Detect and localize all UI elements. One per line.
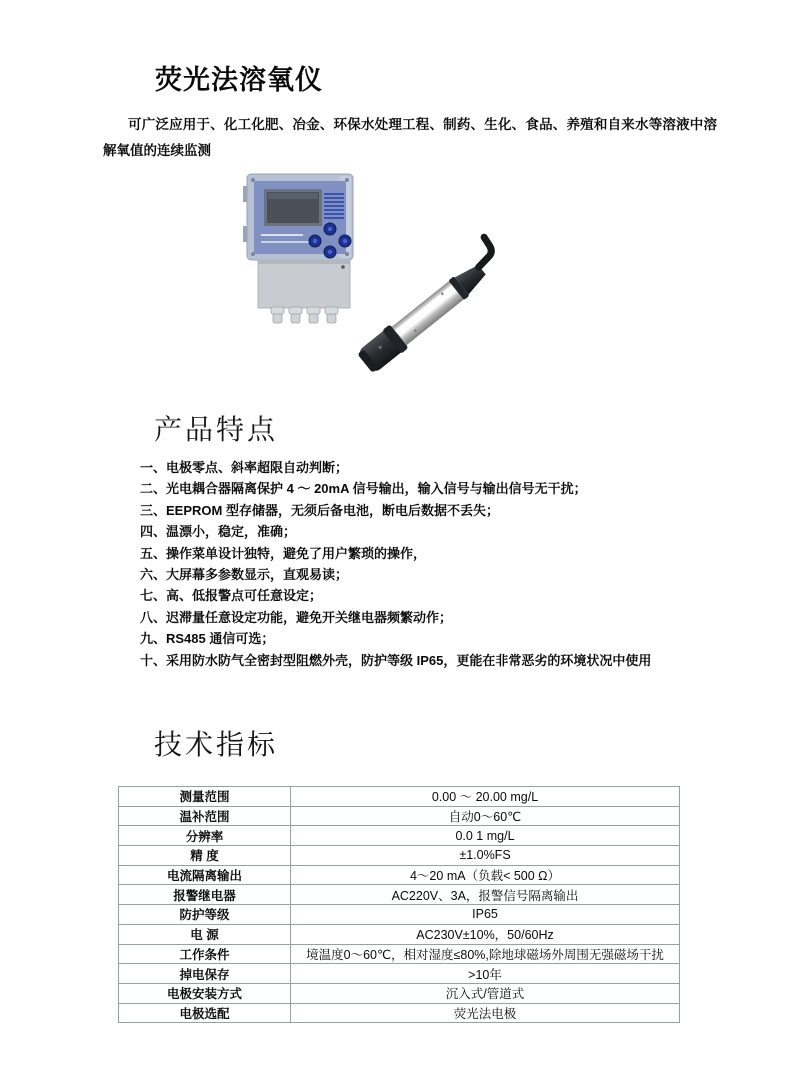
spec-label: 电 源 — [119, 924, 291, 944]
feature-item: 八、迟滞量任意设定功能，避免开关继电器频繁动作； — [140, 609, 453, 625]
spec-value: >10年 — [291, 964, 680, 984]
spec-label: 分辨率 — [119, 826, 291, 846]
feature-item: 一、电极零点、斜率超限自动判断； — [140, 460, 349, 475]
spec-row — [119, 787, 680, 807]
spec-label: 电极安装方式 — [119, 983, 291, 1003]
spec-value: 4～20 mA（负载< 500 Ω） — [291, 865, 680, 885]
spec-label: 测量范围 — [119, 787, 291, 807]
spec-label: 报警继电器 — [119, 885, 291, 905]
features-list — [140, 457, 740, 671]
spec-row — [119, 846, 680, 866]
feature-item: 五、操作菜单设计独特，避免了用户繁琐的操作， — [140, 545, 427, 561]
feature-item: 十、采用防水防气全密封型阻燃外壳，防护等级 IP65，更能在非常恶劣的环境状况中使用 — [140, 652, 652, 668]
product-photo — [235, 168, 545, 380]
spec-label: 电极选配 — [119, 1003, 291, 1023]
feature-item: 七、高、低报警点可任意设定； — [140, 588, 323, 604]
spec-value: ±1.0%FS — [291, 846, 680, 866]
spec-label: 防护等级 — [119, 905, 291, 925]
page-title: 荧光法溶氧仪 — [155, 65, 323, 95]
spec-label: 电流隔离输出 — [119, 865, 291, 885]
feature-item: 六、大屏幕多参数显示，直观易读； — [140, 567, 349, 583]
spec-row — [119, 865, 680, 885]
spec-value: 0.00 ～ 20.00 mg/L — [291, 787, 680, 807]
specs-heading: 技术指标 — [154, 729, 279, 760]
spec-label: 掉电保存 — [119, 964, 291, 984]
cable-glands — [271, 307, 338, 323]
spec-label: 温补范围 — [119, 806, 291, 826]
sensor-probe — [350, 237, 509, 375]
spec-value: 沉入式/管道式 — [291, 983, 680, 1003]
intro-paragraph: 可广泛应用于、化工化肥、冶金、环保水处理工程、制药、生化、食品、养殖和自来水等溶液中溶解氧值的连续监测 — [103, 117, 717, 158]
spec-value: 境温度0～60℃，相对湿度≤80%,除地球磁场外周围无强磁场干扰 — [291, 944, 680, 964]
spec-row — [119, 806, 680, 826]
spec-row — [119, 983, 680, 1003]
spec-row — [119, 944, 680, 964]
spec-value: 自动0～60℃ — [291, 806, 680, 826]
spec-label: 工作条件 — [119, 944, 291, 964]
spec-row — [119, 1003, 680, 1023]
spec-value: AC230V±10%，50/60Hz — [291, 924, 680, 944]
spec-row — [119, 924, 680, 944]
spec-value: IP65 — [291, 905, 680, 925]
product-photo-graphic — [235, 168, 545, 380]
spec-value: 0.0 1 mg/L — [291, 826, 680, 846]
spec-table — [118, 786, 680, 1023]
spec-row — [119, 885, 680, 905]
spec-value: AC220V、3A，报警信号隔离输出 — [291, 885, 680, 905]
spec-row — [119, 964, 680, 984]
controller-device — [243, 174, 353, 323]
feature-item: 二、光电耦合器隔离保护 4 ～ 20mA 信号输出，输入信号与输出信号无干扰； — [140, 481, 587, 497]
feature-item: 三、EEPROM 型存储器，无须后备电池，断电后数据不丢失； — [140, 502, 499, 518]
spec-label: 精 度 — [119, 846, 291, 866]
feature-item: 九、RS485 通信可选； — [140, 631, 275, 647]
spec-row — [119, 826, 680, 846]
spec-row — [119, 905, 680, 925]
spec-value: 荧光法电极 — [291, 1003, 680, 1023]
feature-item: 四、温漂小，稳定，准确； — [140, 524, 297, 540]
features-heading: 产品特点 — [154, 414, 279, 445]
